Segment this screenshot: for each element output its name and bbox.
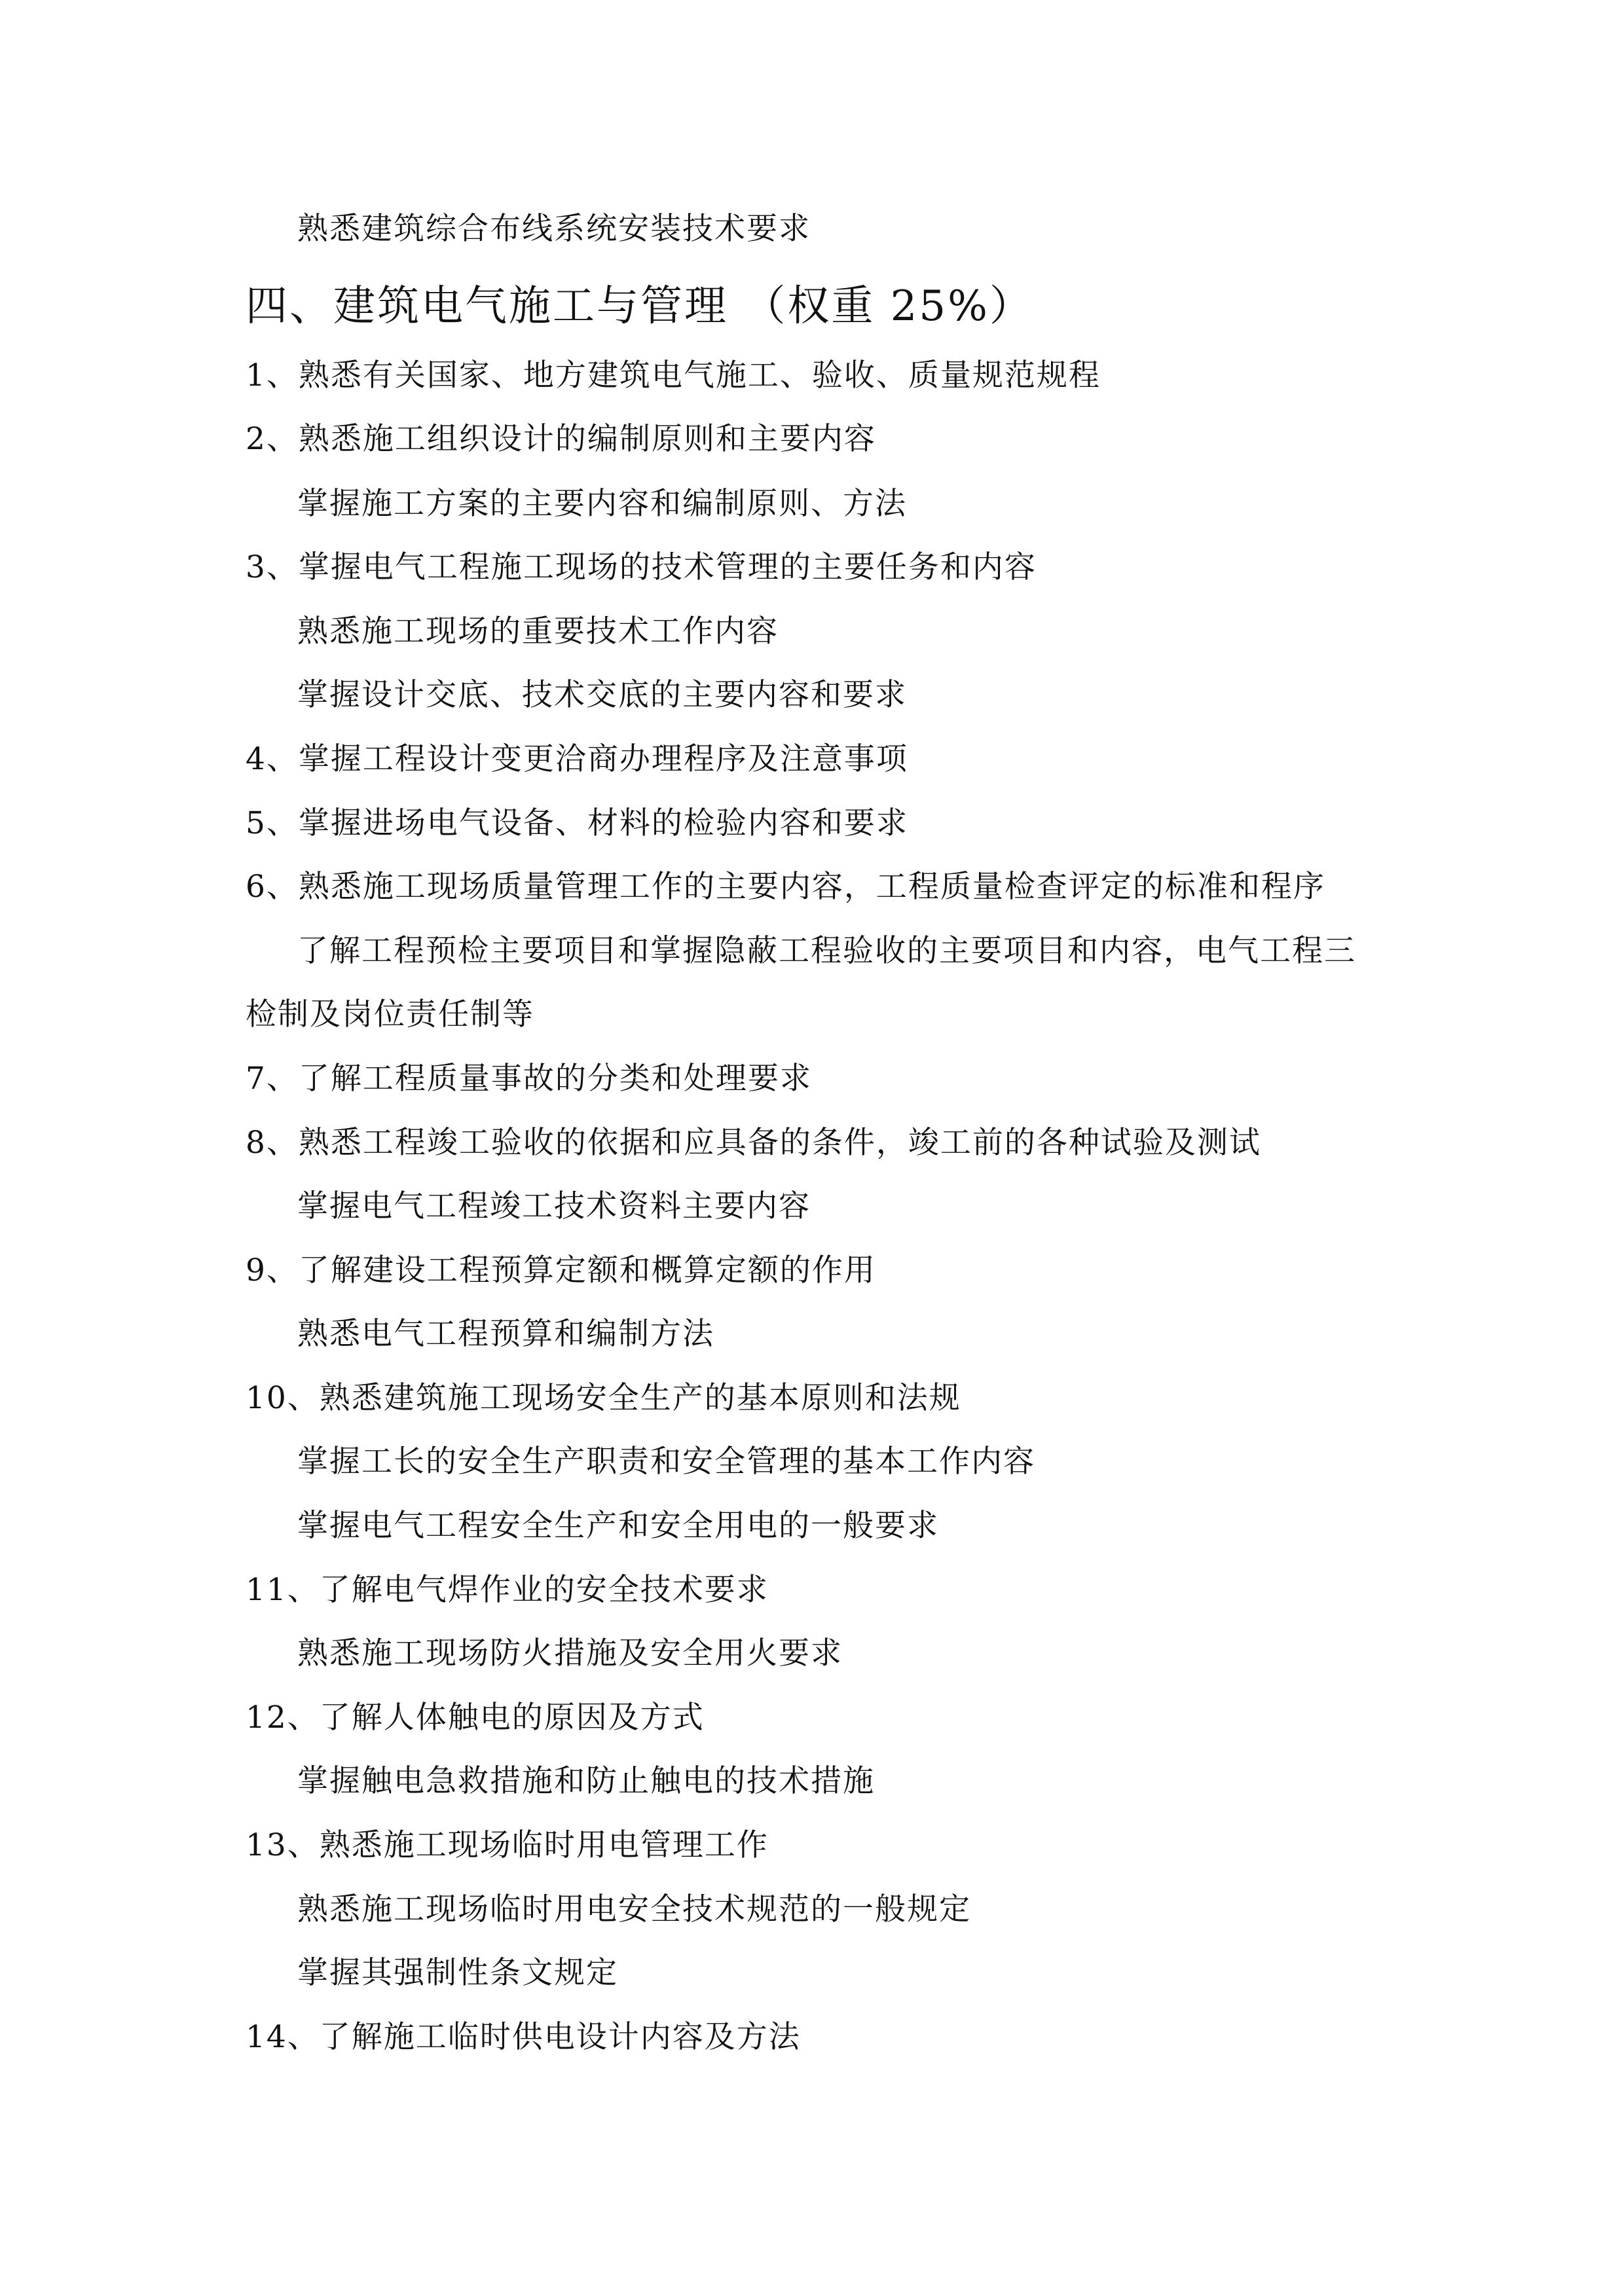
item-10-sub-1: 掌握工长的安全生产职责和安全管理的基本工作内容 (297, 1444, 1035, 1480)
item-4: 4、掌握工程设计变更洽商办理程序及注意事项 (246, 741, 908, 777)
item-3-sub-1: 熟悉施工现场的重要技术工作内容 (297, 613, 779, 649)
item-6: 6、熟悉施工现场质量管理工作的主要内容，工程质量检查评定的标准和程序 (246, 869, 1325, 905)
item-8-sub: 掌握电气工程竣工技术资料主要内容 (297, 1188, 811, 1224)
item-10-sub-2: 掌握电气工程安全生产和安全用电的一般要求 (297, 1508, 939, 1544)
item-11-sub: 熟悉施工现场防火措施及安全用火要求 (297, 1635, 843, 1671)
item-5: 5、掌握进场电气设备、材料的检验内容和要求 (246, 805, 908, 841)
item-13: 13、熟悉施工现场临时用电管理工作 (246, 1827, 769, 1863)
intro-line: 熟悉建筑综合布线系统安装技术要求 (297, 211, 811, 247)
section-heading: 四、建筑电气施工与管理 （权重 25%） (246, 282, 1033, 331)
item-14: 14、了解施工临时供电设计内容及方法 (246, 2019, 801, 2055)
item-8: 8、熟悉工程竣工验收的依据和应具备的条件，竣工前的各种试验及测试 (246, 1125, 1261, 1161)
item-6-sub-cont: 检制及岗位责任制等 (246, 996, 534, 1032)
item-1: 1、熟悉有关国家、地方建筑电气施工、验收、质量规范规程 (246, 357, 1101, 393)
item-3-sub-2: 掌握设计交底、技术交底的主要内容和要求 (297, 677, 907, 713)
item-11: 11、了解电气焊作业的安全技术要求 (246, 1572, 769, 1608)
item-7: 7、了解工程质量事故的分类和处理要求 (246, 1061, 812, 1097)
item-6-sub: 了解工程预检主要项目和掌握隐蔽工程验收的主要项目和内容，电气工程三 (297, 933, 1356, 969)
item-12-sub: 掌握触电急救措施和防止触电的技术措施 (297, 1763, 875, 1799)
item-10: 10、熟悉建筑施工现场安全生产的基本原则和法规 (246, 1380, 961, 1416)
item-3: 3、掌握电气工程施工现场的技术管理的主要任务和内容 (246, 549, 1037, 585)
item-9: 9、了解建设工程预算定额和概算定额的作用 (246, 1252, 876, 1288)
item-13-sub-2: 掌握其强制性条文规定 (297, 1955, 618, 1991)
item-13-sub-1: 熟悉施工现场临时用电安全技术规范的一般规定 (297, 1891, 971, 1927)
item-2-sub: 掌握施工方案的主要内容和编制原则、方法 (297, 486, 907, 522)
item-2: 2、熟悉施工组织设计的编制原则和主要内容 (246, 421, 876, 457)
item-9-sub: 熟悉电气工程预算和编制方法 (297, 1316, 714, 1352)
item-12: 12、了解人体触电的原因及方式 (246, 1700, 705, 1736)
